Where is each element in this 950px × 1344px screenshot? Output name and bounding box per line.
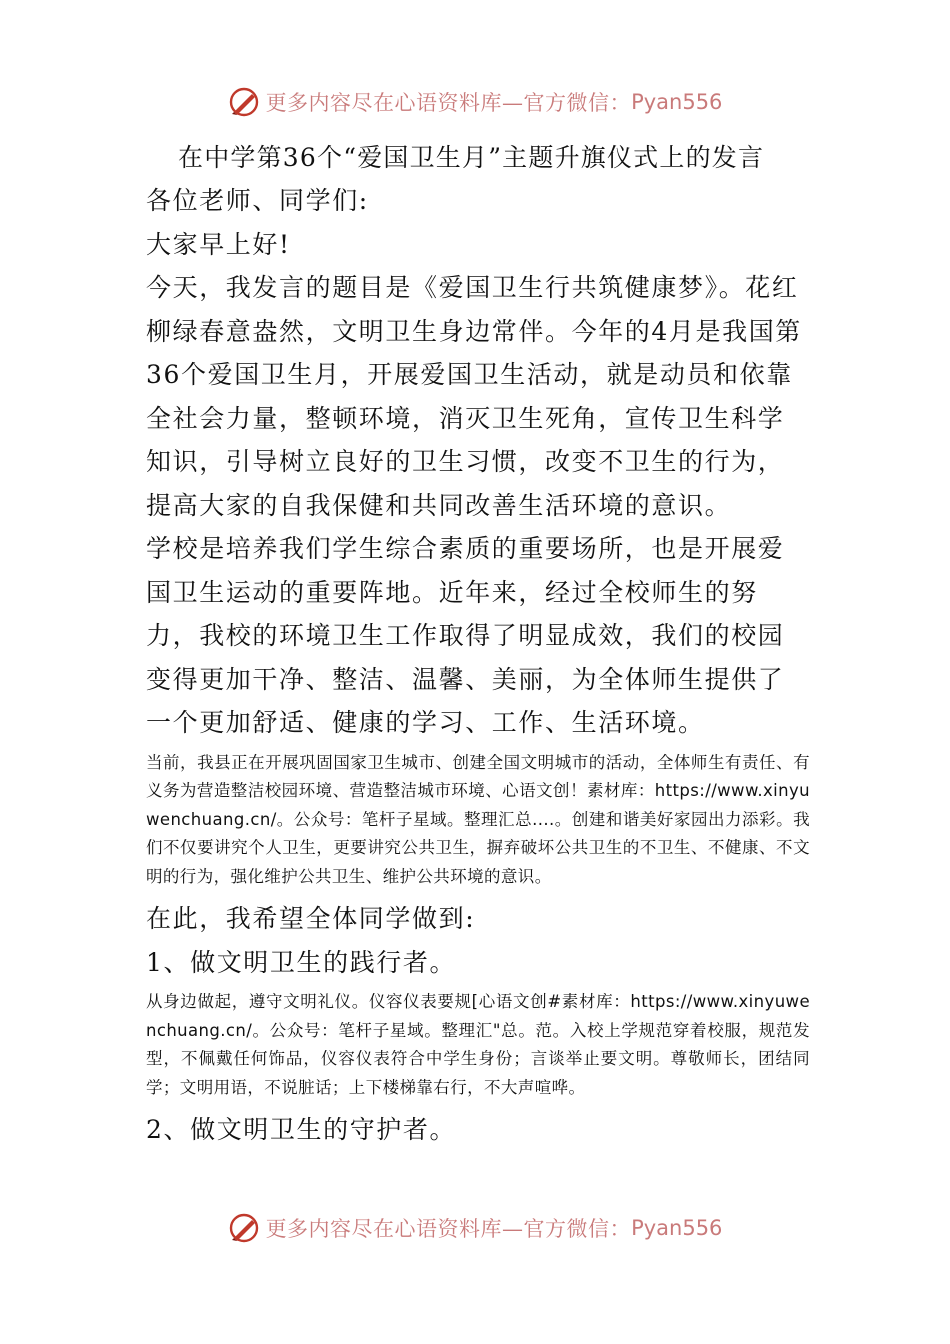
paragraph-school: 学校是培养我们学生综合素质的重要场所，也是开展爱国卫生运动的重要阵地。近年来，经过全校师生的努力，我校的环境卫生工作取得了明显成效，我们的校园变得更加干净、整洁、温馨、美丽，为全体师生提供了一个更加舒适、健康的学习、工作、生活环境。 — [146, 534, 785, 737]
list-item-2: 2、做文明卫生的守护者。 — [146, 1115, 457, 1144]
banner-text: 更多内容尽在心语资料库—官方微信： — [265, 91, 632, 115]
banner-wechat-id: Pyan556 — [631, 90, 723, 114]
morning-greeting: 大家早上好! — [146, 229, 291, 259]
pen-logo-icon — [228, 1212, 260, 1244]
paragraph-topic: 今天，我发言的题目是《爱国卫生行共筑健康梦》。花红柳绿春意盎然，文明卫生身边常伴。今年的4月是我国第36个爱国卫生月，开展爱国卫生活动，就是动员和依靠全社会力量，整顿环境，消灭卫生死角，宣传卫生科学知识，引导树立良好的卫生习惯，改变不卫生的行为，提高大家的自我保健和共同改善生活环境的意识。 — [146, 273, 802, 520]
pen-logo-icon — [228, 86, 260, 118]
list-item-1: 1、做文明卫生的践行者。 — [146, 947, 457, 977]
footer-banner — [0, 1208, 950, 1248]
banner-wechat-id: Pyan556 — [631, 1216, 723, 1240]
paragraph-etiquette: 从身边做起，遵守文明礼仪。仪容仪表要规[心语文创#素材库：https://www.xinyuwenchuang.cn/。公众号：笔杆子星域。整理汇"总。范。入校上学规范穿着校服，规范发型，不佩戴任何饰品，仪容仪表符合中学生身份；言谈举止要文明。尊敬师长，团结同学；文明用语，不说脏话；上下楼梯靠右行，不大声喧哗。 — [146, 992, 810, 1097]
header-banner — [0, 82, 950, 122]
page-title: 在中学第36个“爱国卫生月”主题升旗仪式上的发言 — [178, 143, 765, 172]
paragraph-city: 当前，我县正在开展巩固国家卫生城市、创建全国文明城市的活动，全体师生有责任、有义务为营造整洁校园环境、营造整洁城市环境、心语文创！素材库：https://www.xinyuwenchuang.cn/。公众号：笔杆子星域。整理汇总....。创建和谐美好家园出力添彩。我们不仅要讲究个人卫生，更要讲究公共卫生，摒弃破坏公共卫生的不卫生、不健康、不文明的行为，强化维护公共卫生、维护公共环境的意识。 — [146, 752, 810, 886]
greeting: 各位老师、同学们: — [146, 186, 369, 215]
banner-text: 更多内容尽在心语资料库—官方微信： — [265, 1217, 632, 1241]
paragraph-intro: 在此，我希望全体同学做到: — [146, 904, 476, 933]
document-body — [146, 136, 810, 1152]
